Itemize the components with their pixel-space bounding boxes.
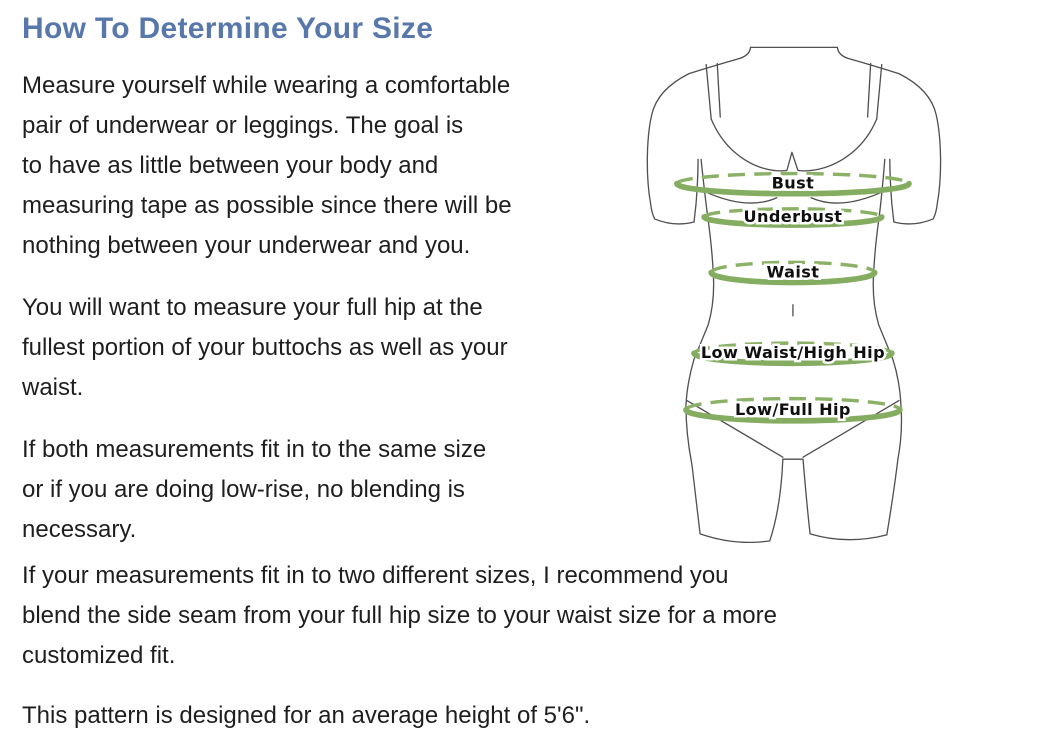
text-line: blend the side seam from your full hip size to your waist size for a more	[22, 602, 777, 629]
measurement-diagram	[638, 6, 962, 551]
paragraph-average-height	[22, 696, 982, 736]
body-outline	[647, 47, 940, 542]
text-line: customized fit.	[22, 642, 176, 669]
full-hip-label: Low/Full Hip	[734, 399, 851, 419]
paragraph-blend-sizes	[22, 556, 982, 676]
text-line: measuring tape as possible since there will be	[22, 192, 512, 219]
text-line: If your measurements fit in to two different sizes, I recommend you	[22, 562, 729, 589]
paragraph-full-hip	[22, 288, 637, 408]
right-arm	[890, 74, 941, 224]
left-bra-strap	[706, 64, 720, 120]
text-line: necessary.	[22, 516, 137, 543]
text-line: pair of underwear or leggings. The goal is	[22, 112, 464, 139]
left-shoulder-line	[689, 47, 751, 73]
text-line: to have as little between your body and	[22, 152, 439, 179]
right-shoulder-line	[837, 47, 899, 73]
text-line: fullest portion of your buttochs as well as your	[22, 334, 508, 361]
bottom-text-column	[22, 556, 982, 756]
paragraph-measure-yourself	[22, 66, 637, 266]
bra-neckline	[711, 119, 877, 171]
waist-label: Waist	[766, 262, 820, 282]
intro-text-column	[22, 66, 637, 572]
text-line: If both measurements fit in to the same size	[22, 436, 487, 463]
text-line: You will want to measure your full hip at the	[22, 294, 483, 321]
text-line: or if you are doing low-rise, no blending is	[22, 476, 465, 503]
right-bra-strap	[868, 64, 882, 120]
band-labels	[701, 174, 885, 419]
paragraph-same-size	[22, 430, 637, 550]
text-line: waist.	[22, 374, 84, 401]
page-title: How To Determine Your Size	[22, 12, 434, 45]
text-line: nothing between your underwear and you.	[22, 232, 471, 259]
left-arm	[647, 74, 698, 224]
text-line: This pattern is designed for an average height of 5'6".	[22, 702, 591, 729]
bust-label: Bust	[771, 173, 815, 193]
low-waist-label: Low Waist/High Hip	[700, 343, 886, 363]
underbust-label: Underbust	[743, 206, 843, 226]
body-croquis-illustration	[638, 6, 962, 551]
text-line: Measure yourself while wearing a comfortable	[22, 72, 511, 99]
